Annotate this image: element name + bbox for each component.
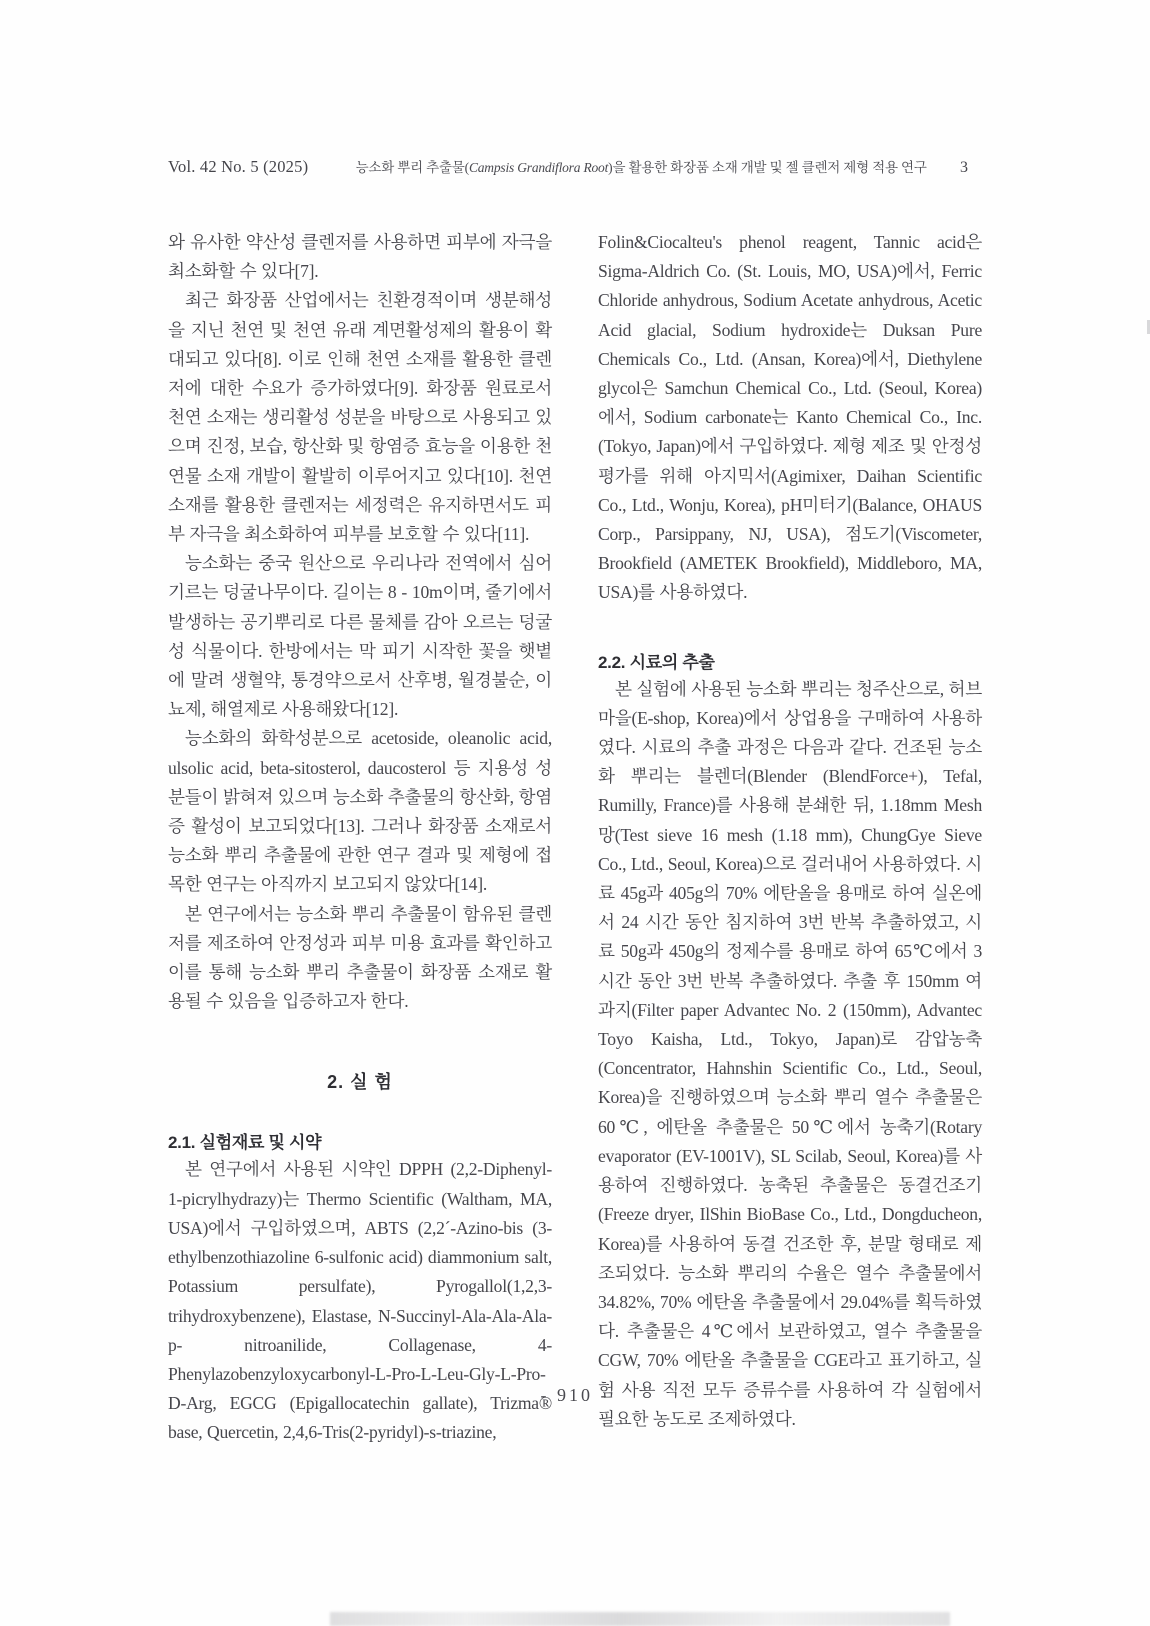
running-head: [168, 156, 968, 180]
running-head-title-suffix: )을 활용한 화장품 소재 개발 및 젤 클렌저 제형 적용 연구: [608, 160, 927, 175]
footer-page-number: - 910 -: [540, 1385, 610, 1405]
running-head-species-name: Campsis Grandiflora Root: [468, 160, 609, 175]
subsection-heading-2-2: 2.2. 시료의 추출: [598, 652, 715, 672]
paragraph-continued: 와 유사한 약산성 클렌저를 사용하면 피부에 자극을 최소화할 수 있다[7].: [168, 232, 552, 282]
paragraph-chemical-components: 능소화의 화학성분으로 acetoside, oleanolic acid, ulsolic acid, beta-sitosterol, daucosterol 등 지용성 성분들이 밝혀져 있으며 능소화 추출물의 항산화, 항염증 활성이 보고되었다[13]. 그러나 화장품 소재로서 능소화 뿌리 추출물에 관한 연구 결과 및 제형에 접목한 연구는 아직까지 보고되지 않았다[14].: [168, 728, 552, 895]
paragraph-reagents: 본 연구에서 사용된 시약인 DPPH (2,2-Diphenyl-1-picrylhydrazy)는 Thermo Scientific (Waltham, MA, USA)에서 구입하였으며, ABTS (2,2´-Azino-bis (3-ethylbenzothiazoline 6-sulfonic acid) diammonium salt, Potassium persulfate), Pyrogallol(1,2,3-trihydroxybenzene), Elastase, N-Succinyl-Ala-Ala-Ala-p- nitroanilide, Collagenase, 4-Phenylazobenzyloxycarbonyl-L-Pro-L-Leu-Gly-L-Pro-D-Arg, EGCG (Epigallocatechin gallate), Trizma® base, Quercetin, 2,4,6-Tris(2-pyridyl)-s-triazine,: [168, 1159, 552, 1443]
running-head-volume: Vol. 42 No. 5 (2025): [168, 157, 309, 176]
right-column: [598, 228, 982, 1448]
paragraph-industry-trend: 최근 화장품 산업에서는 친환경적이며 생분해성을 지닌 천연 및 천연 유래 계면활성제의 활용이 확대되고 있다[8]. 이로 인해 천연 소재를 활용한 클렌저에 대한 수요가 증가하였다[9]. 화장품 원료로서 천연 소재는 생리활성 성분을 바탕으로 사용되고 있으며 진정, 보습, 항산화 및 항염증 효능을 이용한 천연물 소재 개발이 활발히 이루어지고 있다[10]. 천연 소재를 활용한 클렌저는 세정력은 유지하면서도 피부 자극을 최소화하여 피부를 보호할 수 있다[11].: [168, 290, 552, 545]
running-head-title-prefix: 능소화 뿌리 추출물(: [355, 160, 469, 175]
two-column-body: [168, 228, 982, 1448]
paragraph-research-aim: 본 연구에서는 능소화 뿌리 추출물이 함유된 클렌저를 제조하여 안정성과 피부 미용 효과를 확인하고 이를 통해 능소화 뿌리 추출물이 화장품 소재로 활용될 수 있음을 입증하고자 한다.: [168, 903, 552, 1012]
subsection-heading-2-1: 2.1. 실험재료 및 시약: [168, 1133, 322, 1153]
running-head-title: [308, 156, 934, 176]
left-column: [168, 228, 552, 1448]
paragraph-reagents-continued: Folin&Ciocalteu's phenol reagent, Tannic acid은 Sigma-Aldrich Co. (St. Louis, MO, USA)에서, Ferric Chloride anhydrous, Sodium Acetate anhydrous, Acetic Acid glacial, Sodium hydroxide는 Duksan Pure Chemicals Co., Ltd. (Ansan, Korea)에서, Diethylene glycol은 Samchun Chemical Co., Ltd. (Seoul, Korea)에서, Sodium carbonate는 Kanto Chemical Co., Inc. (Tokyo, Japan)에서 구입하였다. 제형 제조 및 안정성 평가를 위해 아지믹서(Agimixer, Daihan Scientific Co., Ltd., Wonju, Korea), pH미터기(Balance, OHAUS Corp., Parsippany, NJ, USA), 점도기(Viscometer, Brookfield (AMETEK Brookfield), Middleboro, MA, USA)를 사용하였다.: [598, 232, 982, 603]
scan-bottom-artifact: [330, 1612, 950, 1626]
running-head-page-number: 3: [960, 159, 968, 176]
paragraph-sample-extraction: 본 실험에 사용된 능소화 뿌리는 청주산으로, 허브마을(E-shop, Korea)에서 상업용을 구매하여 사용하였다. 시료의 추출 과정은 다음과 같다. 건조된 능소화 뿌리는 블렌더(Blender (BlendForce+), Tefal, Rumilly, France)를 사용해 분쇄한 뒤, 1.18mm Mesh망(Test sieve 16 mesh (1.18 mm), ChungGye Sieve Co., Ltd., Seoul, Korea)으로 걸러내어 사용하였다. 시료 45g과 405g의 70% 에탄올을 용매로 하여 실온에서 24 시간 동안 침지하여 3번 반복 추출하였고, 시료 50g과 450g의 정제수를 용매로 하여 65℃에서 3 시간 동안 3번 반복 추출하였다. 추출 후 150mm 여과지(Filter paper Advantec No. 2 (150mm), Advantec Toyo Kaisha, Ltd., Tokyo, Japan)로 감압농축(Concentrator, Hahnshin Scientific Co., Ltd., Seoul, Korea)을 진행하였으며 능소화 뿌리 열수 추출물은 60℃, 에탄올 추출물은 50℃에서 농축기(Rotary evaporator (EV-1001V), SL Scilab, Seoul, Korea)를 사용하여 진행하였다. 농축된 추출물은 동결건조기 (Freeze dryer, IlShin BioBase Co., Ltd., Dongducheon, Korea)를 사용하여 동결 건조한 후, 분말 형태로 제조되었다. 능소화 뿌리의 수율은 열수 추출물에서 34.82%, 70% 에탄올 추출물에서 29.04%를 획득하였다. 추출물은 4℃에서 보관하였고, 열수 추출물을 CGW, 70% 에탄올 추출물을 CGE라고 표기하고, 실험 사용 직전 모두 증류수를 사용하여 각 실험에서 필요한 농도로 조제하였다.: [598, 678, 982, 1429]
section-heading-2: 2. 실 험: [327, 1072, 393, 1093]
paragraph-plant-description: 능소화는 중국 원산으로 우리나라 전역에서 심어 기르는 덩굴나무이다. 길이는 8 - 10m이며, 줄기에서 발생하는 공기뿌리로 다른 물체를 감아 오르는 덩굴성 식물이다. 한방에서는 막 피기 시작한 꽃을 햇볕에 말려 생혈약, 통경약으로서 산후병, 월경불순, 이뇨제, 해열제로 사용해왔다[12].: [168, 553, 552, 720]
